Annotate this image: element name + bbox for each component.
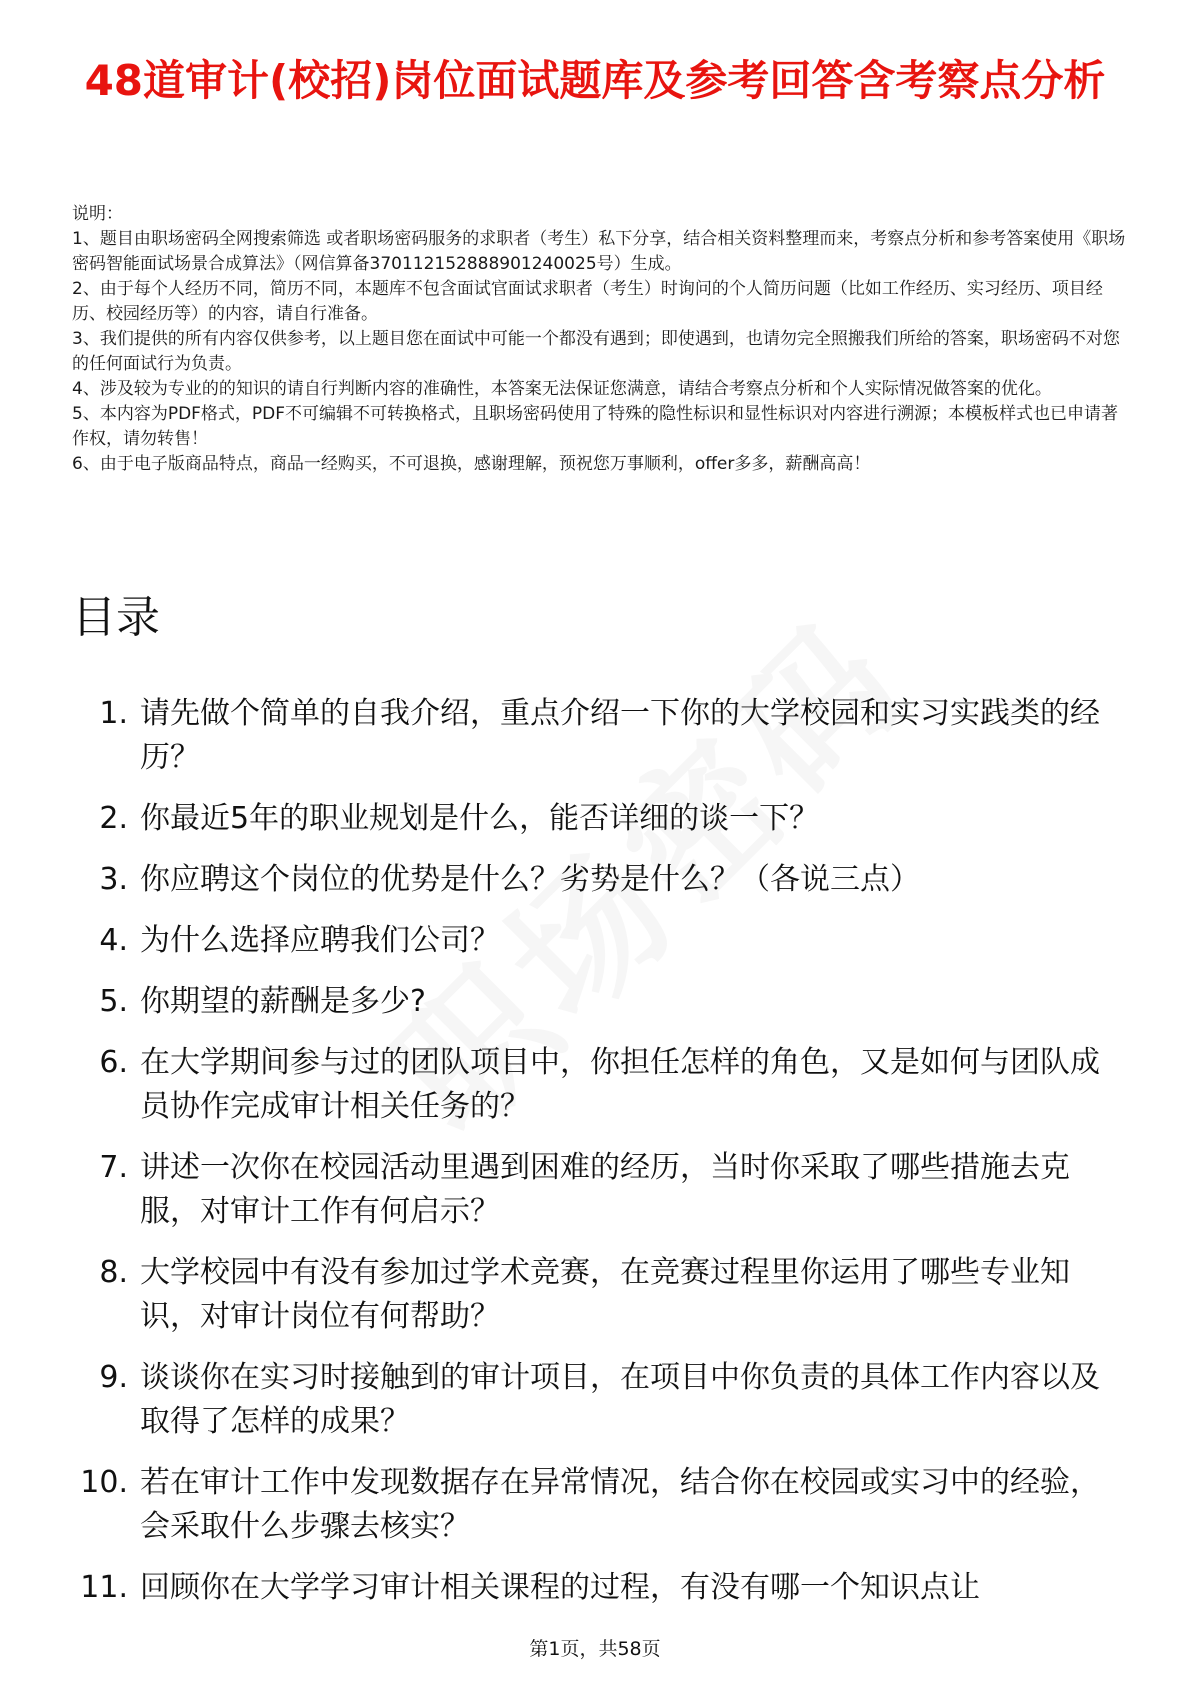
toc-item-number: 10. [80, 1465, 128, 1500]
toc-item-number: 7. [99, 1150, 128, 1185]
note-item: 1、题目由职场密码全网搜索筛选 或者职场密码服务的求职者（考生）私下分享，结合相关资料整理而来，考察点分析和参考答案使用《职场密码智能面试场景合成算法》（网信算备370112152888901240025号）生成。 [72, 229, 1126, 274]
toc-item[interactable] [72, 1251, 1132, 1339]
toc-item-text: 若在审计工作中发现数据存在异常情况，结合你在校园或实习中的经验，会采取什么步骤去核实？ [140, 1465, 1100, 1544]
toc-item-number: 8. [99, 1255, 128, 1290]
toc-item-number: 5. [99, 984, 128, 1019]
toc-item-text: 你期望的薪酬是多少? [140, 984, 426, 1019]
toc-item-text: 谈谈你在实习时接触到的审计项目，在项目中你负责的具体工作内容以及取得了怎样的成果？ [140, 1360, 1100, 1439]
toc-item-text: 为什么选择应聘我们公司？ [140, 923, 500, 958]
toc-item-number: 6. [99, 1045, 128, 1080]
note-item: 4、涉及较为专业的的知识的请自行判断内容的准确性，本答案无法保证您满意，请结合考察点分析和个人实际情况做答案的优化。 [72, 379, 1052, 399]
note-item: 2、由于每个人经历不同，简历不同，本题库不包含面试官面试求职者（考生）时询问的个人简历问题（比如工作经历、实习经历、项目经历、校园经历等）的内容，请自行准备。 [72, 279, 1103, 324]
toc-item[interactable] [72, 919, 1132, 963]
toc-item[interactable] [72, 1356, 1132, 1444]
toc-heading: 目录 [72, 592, 160, 643]
toc-item-text: 讲述一次你在校园活动里遇到困难的经历，当时你采取了哪些措施去克服，对审计工作有何启示？ [140, 1150, 1070, 1229]
toc-item-number: 11. [80, 1570, 128, 1605]
toc-item[interactable] [72, 692, 1132, 780]
toc-item[interactable] [72, 797, 1132, 841]
toc-item-number: 3. [99, 862, 128, 897]
toc-item-text: 请先做个简单的自我介绍，重点介绍一下你的大学校园和实习实践类的经历？ [140, 696, 1100, 775]
document-title: 48道审计(校招)岗位面试题库及参考回答含考察点分析 [84, 56, 1106, 105]
toc-item[interactable] [72, 858, 1132, 902]
toc-item[interactable] [72, 980, 1132, 1024]
toc-list [72, 692, 1132, 1627]
toc-item-number: 1. [99, 696, 128, 731]
toc-item-text: 大学校园中有没有参加过学术竞赛，在竞赛过程里你运用了哪些专业知识，对审计岗位有何帮助？ [140, 1255, 1070, 1334]
toc-item-text: 你应聘这个岗位的优势是什么？劣势是什么？（各说三点） [140, 862, 920, 897]
toc-item-text: 你最近5年的职业规划是什么，能否详细的谈一下？ [140, 801, 820, 836]
notes-heading: 说明： [72, 204, 123, 224]
toc-item-text: 回顾你在大学学习审计相关课程的过程，有没有哪一个知识点让 [140, 1570, 980, 1605]
page-footer: 第1页，共58页 [529, 1638, 661, 1660]
toc-item[interactable] [72, 1146, 1132, 1234]
toc-item[interactable] [72, 1566, 1132, 1610]
toc-item-text: 在大学期间参与过的团队项目中，你担任怎样的角色，又是如何与团队成员协作完成审计相关任务的？ [140, 1045, 1100, 1124]
toc-item[interactable] [72, 1461, 1132, 1549]
toc-item-number: 2. [99, 801, 128, 836]
toc-item-number: 9. [99, 1360, 128, 1395]
note-item: 5、本内容为PDF格式，PDF不可编辑不可转换格式，且职场密码使用了特殊的隐性标识和显性标识对内容进行溯源；本模板样式也已申请著作权，请勿转售！ [72, 404, 1119, 449]
note-item: 3、我们提供的所有内容仅供参考，以上题目您在面试中可能一个都没有遇到；即使遇到，也请勿完全照搬我们所给的答案，职场密码不对您的任何面试行为负责。 [72, 329, 1120, 374]
toc-item-number: 4. [99, 923, 128, 958]
toc-item[interactable] [72, 1041, 1132, 1129]
note-item: 6、由于电子版商品特点，商品一经购买，不可退换，感谢理解，预祝您万事顺利，offer多多，薪酬高高！ [72, 454, 871, 474]
